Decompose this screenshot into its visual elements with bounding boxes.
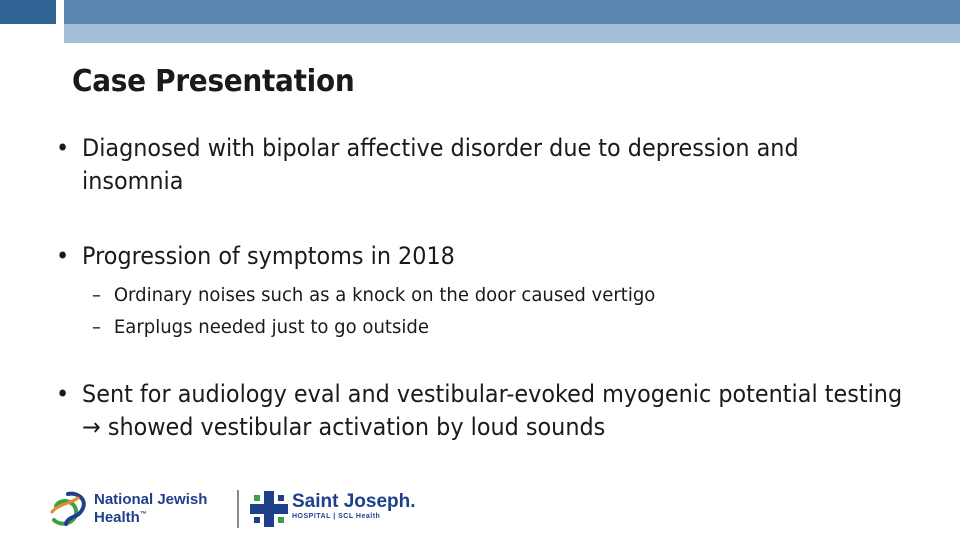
bullet-dot: • (56, 242, 70, 270)
sub-bullet-dash: – (92, 316, 102, 338)
footer-logos (48, 488, 428, 532)
national-jewish-health-name: National Jewish Health™ (94, 491, 208, 526)
logo-divider (237, 490, 239, 528)
bullet-dot: • (56, 380, 70, 408)
sub-bullet-text: Earplugs needed just to go outside (113, 316, 429, 338)
national-jewish-health-logo-icon (48, 490, 92, 530)
bullet-text: Sent for audiology eval and vestibular-evoked myogenic potential testing (82, 380, 903, 408)
saint-joseph-name: Saint Joseph. (292, 491, 416, 512)
sub-bullet-dash: – (92, 284, 102, 306)
sub-bullet-2 (92, 311, 429, 343)
arrow-icon: → (82, 413, 101, 441)
header-bar-corner (0, 0, 56, 24)
bullet-text: Progression of symptoms in 2018 (82, 242, 455, 270)
saint-joseph-cross-icon (250, 491, 288, 527)
saint-joseph-subtitle: HOSPITAL | SCL Health (292, 513, 381, 520)
header-bar-accent (64, 24, 960, 43)
bullet-text: Diagnosed with bipolar affective disorder due to depression and insomnia (82, 134, 799, 195)
header-bar-top (64, 0, 960, 24)
slide-title: Case Presentation (72, 64, 355, 99)
bullet-text-continued: showed vestibular activation by loud sounds (107, 413, 606, 441)
sub-bullet-text: Ordinary noises such as a knock on the door caused vertigo (113, 284, 656, 306)
sub-bullet-1 (92, 279, 655, 311)
bullet-3 (56, 378, 912, 444)
bullet-1 (56, 132, 912, 198)
bullet-dot: • (56, 134, 70, 162)
bullet-2 (56, 240, 912, 273)
